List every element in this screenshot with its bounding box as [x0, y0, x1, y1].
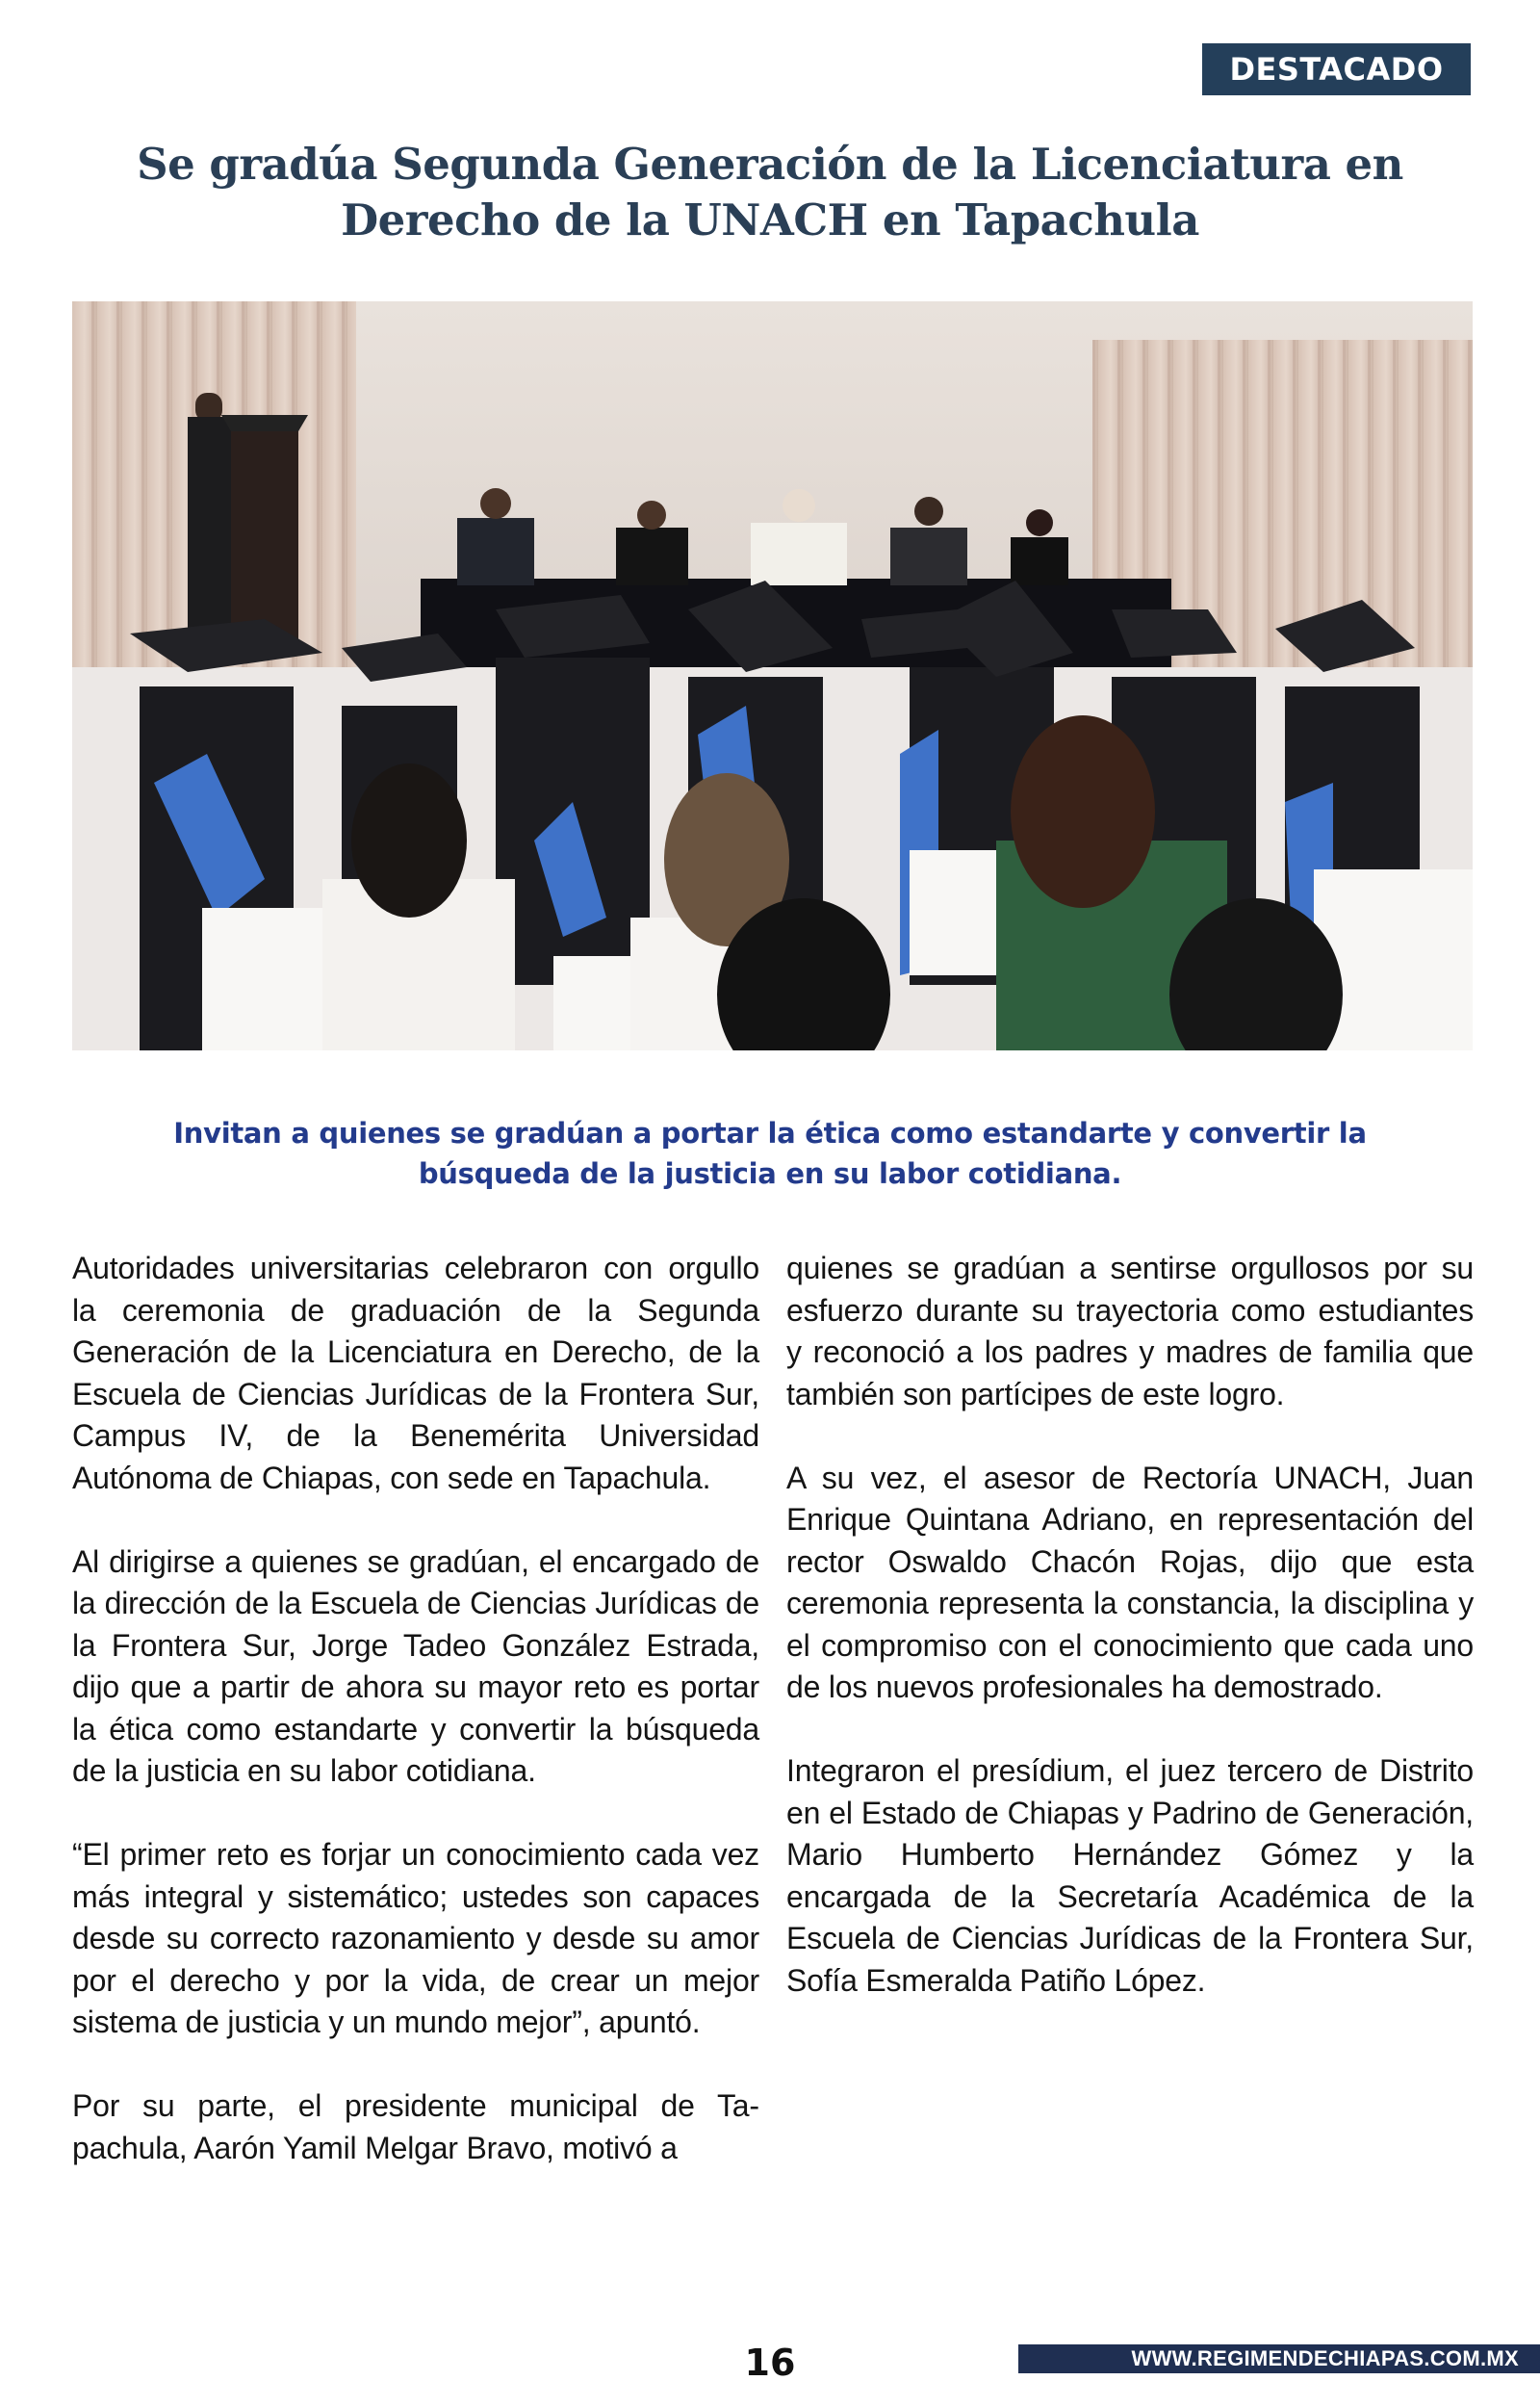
paragraph: Autoridades universitarias celebraron con orgullo la ceremonia de graduación de la Segunda Generación de la Licenciatura en Derecho, de la Escuela de Ciencias Jurídicas de la Frontera Sur, Campus IV, de la Benemérita Universidad Autónoma de Chiapas, con sede en Tapachula.	[72, 1251, 759, 1495]
paragraph: Al dirigirse a quienes se gradúan, el encargado de la dirección de la Escuela de Ciencias Jurídicas de la Frontera Sur, Jorge Tadeo González Estrada, dijo que a partir de ahora su mayor reto es portar la ética como estandarte y convertir la búsqueda de la justicia en su labor cotidiana.	[72, 1543, 759, 1788]
website-footer-bar	[1018, 2344, 1540, 2373]
article-photo	[72, 301, 1473, 1050]
body-column-right	[786, 1248, 1474, 2002]
page-number: 16	[744, 2342, 796, 2381]
graduation-ceremony-image	[72, 301, 1473, 1050]
podium-top	[221, 415, 308, 431]
podium	[231, 431, 298, 643]
paragraph: Por su parte, el presidente municipal de Tapachula, Aarón Yamil Melgar Bravo, motivó a	[72, 2088, 759, 2165]
article-subheadline: Invitan a quienes se gradúan a portar la ética como estandarte y convertir la búsqueda de la justicia en su labor cotidiana.	[173, 1117, 1367, 1190]
speaker-body	[188, 417, 231, 638]
paragraph-quote: “El primer reto es forjar un conocimiento cada vez más integral y sistemático; ustedes son capaces desde su correcto razonamiento y desde su amor por el derecho y por la vida, de crear un mejor sistema de justicia y un mundo mejor”, apuntó.	[72, 1837, 759, 2039]
paragraph: quienes se gradúan a sentirse orgullosos por su esfuerzo durante su trayectoria como estudiantes y reconoció a los padres y madres de familia que también son partícipes de este logro.	[786, 1251, 1474, 1411]
section-badge: DESTACADO	[1202, 43, 1471, 95]
paragraph: Integraron el presídium, el juez tercero de Distrito en el Estado de Chiapas y Padrino de Generación, Mario Humberto Hernández Gómez y la encargada de la Secretaría Académica de la Escuela de Ciencias Jurídicas de la Frontera Sur, Sofía Esmeralda Patiño López.	[786, 1753, 1474, 1998]
website-link[interactable]: WWW.REGIMENDECHIAPAS.COM.MX	[1131, 2346, 1519, 2370]
paragraph: A su vez, el asesor de Rectoría UNACH, Juan Enrique Quintana Adriano, en representación del rector Oswaldo Chacón Rojas, dijo que esta ceremonia representa la constancia, la disciplina y el compromiso con el conocimiento que cada uno de los nuevos profesionales ha demostrado.	[786, 1460, 1474, 1704]
article-headline: Se gradúa Segunda Generación de la Licenciatura en Derecho de la UNACH en Tapachula	[137, 139, 1403, 246]
body-column-left	[72, 1248, 759, 2169]
